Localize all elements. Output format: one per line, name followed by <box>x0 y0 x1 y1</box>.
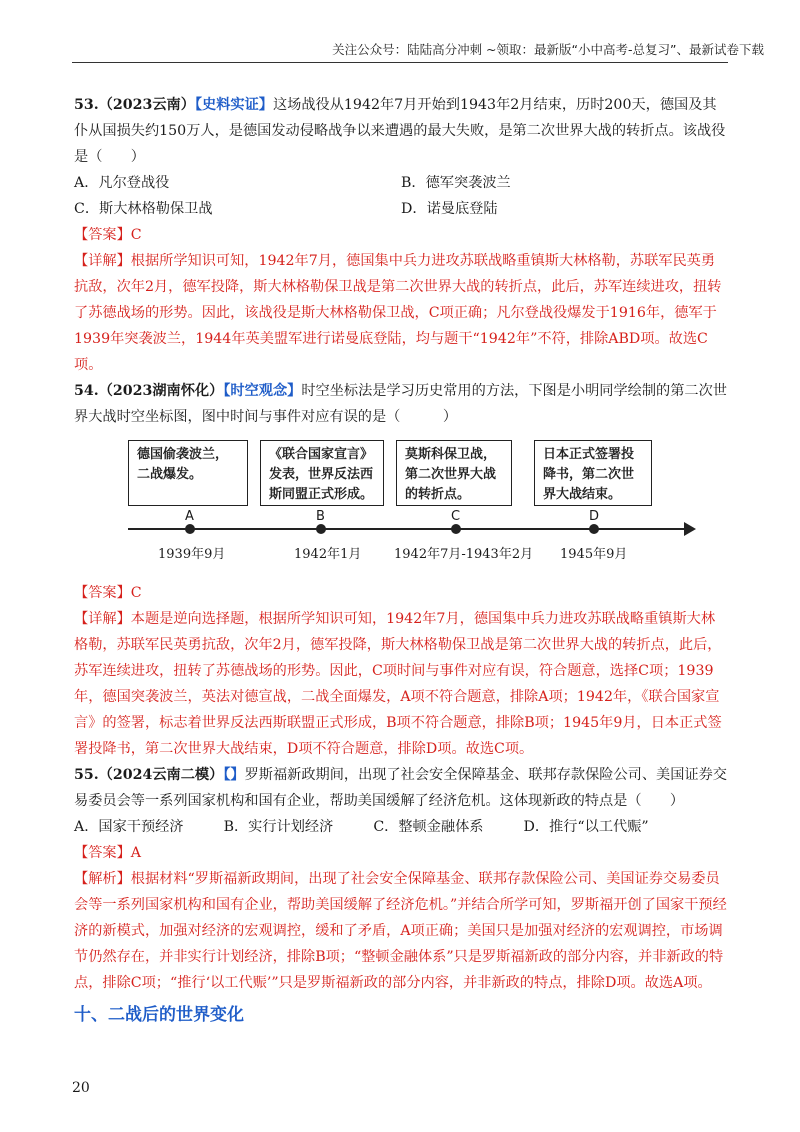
timeline-event-d: 日本正式签署投降书，第二次世界大战结束。 <box>534 440 652 506</box>
timeline-label-a: A <box>185 509 194 524</box>
option-d: D．推行“以工代赈” <box>523 819 649 835</box>
explanation-53: 【详解】根据所学知识可知，1942年7月，德国集中兵力进攻苏联战略重镇斯大林格勒，苏联军民英勇抗敌，次年2月，德军投降，斯大林格勒保卫战是第二次世界大战的转折点，此后，苏军连续进攻，扭转了苏德战场的形势。因此，该战役是斯大林格勒保卫战，C项正确；凡尔登战役爆发于1916年，德军于1939年突袭波兰，1944年英美盟军进行诺曼底登陆，均与题干“1942年”不符，排除ABD项。故选C项。 <box>74 253 722 373</box>
option-d: D．诺曼底登陆 <box>401 201 498 217</box>
question-stem: 罗斯福新政期间，出现了社会安全保障基金、联邦存款保险公司、美国证券交易委员会等一系列国家机构和国有企业，帮助美国缓解了经济危机。这体现新政的特点是（ ） <box>74 767 727 809</box>
option-a: A．凡尔登战役 <box>74 175 170 191</box>
question-stem: 这场战役从1942年7月开始到1943年2月结束，历时200天，德国及其仆从国损失约150万人，是德国发动侵略战争以来遭遇的最大失败，是第二次世界大战的转折点。该战役是（ ） <box>74 97 726 165</box>
question-stem: 时空坐标法是学习历史常用的方法，下图是小明同学绘制的第二次世界大战时空坐标图，图中时间与事件对应有误的是（ ） <box>74 383 727 425</box>
timeline-label-b: B <box>316 509 325 524</box>
option-a: A．国家干预经济 <box>74 819 184 835</box>
timeline-event-b: 《联合国家宣言》发表，世界反法西斯同盟正式形成。 <box>260 440 384 506</box>
timeline-date-c: 1942年7月-1943年2月 <box>394 547 534 562</box>
timeline-arrow <box>684 522 696 536</box>
question-number: 54.（2023湖南怀化） <box>74 383 224 399</box>
page-number: 20 <box>72 1080 90 1096</box>
timeline-event-c: 莫斯科保卫战，第二次世界大战的转折点。 <box>396 440 512 506</box>
options-55 <box>74 814 728 840</box>
answer-53: 【答案】C <box>74 227 142 243</box>
question-number: 53.（2023云南） <box>74 97 195 113</box>
question-53 <box>74 92 728 170</box>
timeline-axis <box>128 528 688 530</box>
question-54 <box>74 378 728 430</box>
document-body <box>74 92 728 1028</box>
timeline-date-b: 1942年1月 <box>294 547 362 562</box>
question-number: 55.（2024云南二模） <box>74 767 224 783</box>
options-53 <box>74 170 728 222</box>
question-55 <box>74 762 728 814</box>
header-divider <box>72 62 728 63</box>
question-tag: 【史料实证】 <box>194 97 273 113</box>
timeline-event-a: 德国偷袭波兰，二战爆发。 <box>128 440 248 506</box>
page-header: 关注公众号：陆陆高分冲刺 ~领取：最新版“小中高考-总复习”、最新试卷下载 <box>332 42 764 57</box>
answer-55: 【答案】A <box>74 845 141 861</box>
timeline-label-c: C <box>451 509 461 524</box>
timeline-label-d: D <box>589 509 600 524</box>
answer-54: 【答案】C <box>74 585 142 601</box>
timeline-date-d: 1945年9月 <box>560 547 628 562</box>
section-heading: 十、二战后的世界变化 <box>74 1005 244 1025</box>
question-tag: 【时空观念】 <box>223 383 302 399</box>
explanation-55: 【解析】根据材料“罗斯福新政期间，出现了社会安全保障基金、联邦存款保险公司、美国证券交易委员会等一系列国家机构和国有企业，帮助美国缓解了经济危机。”并结合所学可知，罗斯福开创了国家干预经济的新模式，加强对经济的宏观调控，缓和了矛盾，A项正确；美国只是加强对经济的宏观调控，市场调节仍然存在，并非实行计划经济，排除B项；“整顿金融体系”只是罗斯福新政的部分内容，并非新政的特点，排除C项；“推行‘以工代赈’”只是罗斯福新政的部分内容，并非新政的特点，排除D项。故选A项。 <box>74 871 727 991</box>
option-c: C．整顿金融体系 <box>373 819 484 835</box>
timeline-figure <box>74 436 728 574</box>
option-c: C．斯大林格勒保卫战 <box>74 201 213 217</box>
question-tag: 【】 <box>223 767 245 783</box>
explanation-54: 【详解】本题是逆向选择题，根据所学知识可知，1942年7月，德国集中兵力进攻苏联战略重镇斯大林格勒，苏联军民英勇抗敌，次年2月，德军投降，斯大林格勒保卫战是第二次世界大战的转折点，此后，苏军连续进攻，扭转了苏德战场的形势。因此，C项时间与事件对应有误，符合题意，选择C项；1939年，德国突袭波兰，英法对德宣战，二战全面爆发，A项不符合题意，排除A项；1942年，《联合国家宣言》的签署，标志着世界反法西斯联盟正式形成，B项不符合题意，排除B项；1945年9月，日本正式签署投降书，第二次世界大战结束，D项不符合题意，排除D项。故选C项。 <box>74 611 722 757</box>
option-b: B．实行计划经济 <box>223 819 334 835</box>
timeline-date-a: 1939年9月 <box>158 547 226 562</box>
option-b: B．德军突袭波兰 <box>401 175 511 191</box>
